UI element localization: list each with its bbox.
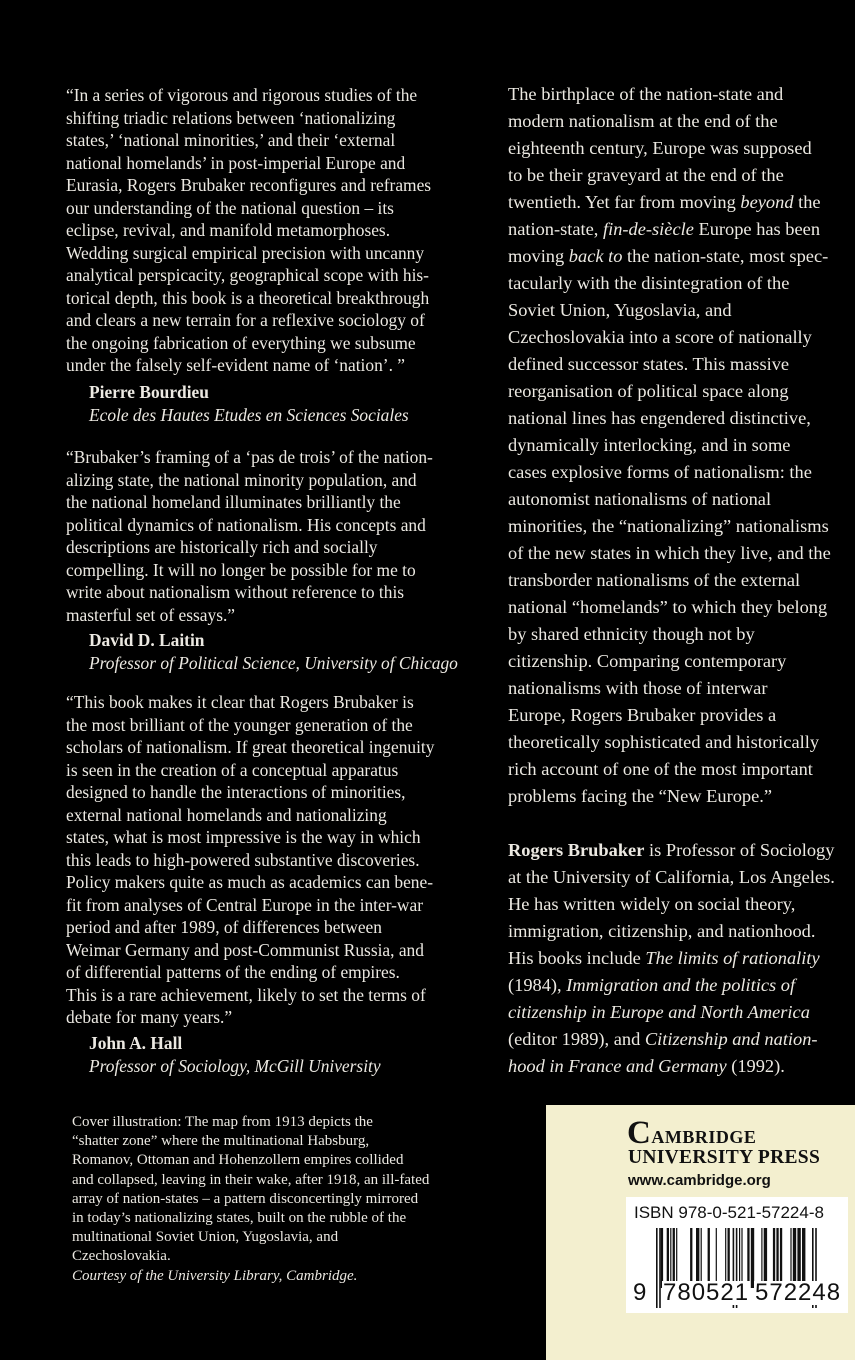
text-line: array of nation-states – a pattern disconcertingly mirrored (72, 1190, 419, 1207)
text-line: alizing state, the national minority population, and (66, 469, 417, 490)
endorsement-3-attribution (89, 1032, 381, 1077)
text-line: Wedding surgical empirical precision with uncanny (66, 242, 425, 263)
text-line: under the falsely self-evident name of ‘nation’. ” (66, 355, 405, 375)
text-line (508, 972, 835, 999)
text-line (508, 243, 831, 270)
text-line: problems facing the “New Europe.” (508, 786, 773, 806)
text-line: the national homeland illuminates brilliantly the (66, 492, 401, 512)
text-line: national homelands’ in post-imperial Europe and (66, 152, 406, 173)
endorser-affiliation: Professor of Sociology, McGill University (89, 1055, 381, 1076)
text-line: states, what is most impressive is the way in which (66, 827, 421, 847)
text-line: This is a rare achievement, likely to set the terms of (66, 984, 426, 1005)
text-line: Romanov, Ottoman and Hohenzollern empires collided (72, 1152, 404, 1169)
text-line (508, 1026, 835, 1053)
text-line: our understanding of the national question – its (66, 197, 394, 218)
text-segment: is Professor of Sociology (644, 840, 835, 860)
publisher-panel (546, 1105, 855, 1360)
text-line: at the University of California, Los Angeles. (508, 867, 835, 887)
text-line: eclipse, revival, and manifold metamorphoses. (66, 220, 391, 240)
text-line: multinational Soviet Union, Yugoslavia, and (72, 1229, 339, 1246)
text-line: eighteenth century, Europe was supposed (508, 138, 812, 158)
text-line: write about nationalism without reference to this (66, 582, 405, 602)
cover-illustration-note (72, 1113, 429, 1286)
text-line: “This book makes it clear that Rogers Brubaker is (66, 692, 414, 712)
book-description (508, 81, 831, 810)
text-line: tacularly with the disintegration of the (508, 273, 790, 293)
logo-initial: C (627, 1115, 652, 1151)
text-line: He has written widely on social theory, (508, 894, 796, 914)
barcode-digits-left: 780521 (663, 1279, 750, 1306)
text-line: political dynamics of nationalism. His concepts and (66, 514, 426, 535)
publisher-website: www.cambridge.org (628, 1172, 771, 1189)
text-line: citizenship. Comparing contemporary (508, 651, 787, 671)
text-line (508, 189, 831, 216)
italic-text: beyond (740, 192, 794, 212)
text-line: Soviet Union, Yugoslavia, and (508, 300, 732, 320)
text-line: and clears a new terrain for a reflexive sociology of (66, 310, 425, 330)
italic-text: The limits of rationality (645, 948, 820, 968)
text-line: this leads to high-powered substantive discoveries. (66, 849, 420, 870)
text-line: “In a series of vigorous and rigorous studies of the (66, 85, 418, 105)
text-line: descriptions are historically rich and socially (66, 537, 378, 557)
text-line (508, 216, 831, 243)
text-line: to be their graveyard at the end of the (508, 165, 784, 185)
text-line: is seen in the creation of a conceptual apparatus (66, 759, 399, 780)
barcode-digit-first: 9 (633, 1279, 648, 1306)
text-line: scholars of nationalism. If great theoretical ingenuity (66, 737, 435, 757)
italic-text: fin-de-siècle (603, 219, 694, 239)
text-line: nationalisms with those of interwar (508, 678, 768, 698)
barcode-digits-right: 572248 (755, 1279, 842, 1306)
text-segment: (editor 1989), and (508, 1029, 645, 1049)
text-line: theoretically sophisticated and historically (508, 732, 820, 752)
text-line: of differential patterns of the ending of empires. (66, 962, 400, 982)
text-line (508, 945, 835, 972)
barcode-bar (751, 1228, 754, 1288)
endorser-name: David D. Laitin (89, 630, 205, 650)
text-line (508, 999, 835, 1026)
text-line: designed to handle the interactions of minorities, (66, 782, 406, 802)
text-line: the most brilliant of the younger generation of the (66, 714, 413, 735)
text-line: analytical perspicacity, geographical scope with his- (66, 265, 429, 285)
text-segment: His books include (508, 948, 646, 968)
italic-text: back to (568, 246, 623, 266)
isbn-label: ISBN 978-0-521-57224-8 (634, 1203, 824, 1222)
italic-text: hood in France and Germany (508, 1056, 727, 1076)
endorser-name: John A. Hall (89, 1033, 183, 1053)
publisher-logo-university-press: UNIVERSITY PRESS (628, 1147, 821, 1168)
text-segment: Europe has been (693, 219, 821, 239)
text-line: Czechoslovakia into a score of nationally (508, 327, 812, 347)
text-line: compelling. It will no longer be possible for me to (66, 559, 416, 580)
italic-text: Citizenship and nation- (644, 1029, 818, 1049)
bold-text: Rogers Brubaker (508, 840, 645, 860)
text-line: modern nationalism at the end of the (508, 111, 778, 131)
text-line: Eurasia, Rogers Brubaker reconfigures and reframes (66, 175, 432, 195)
text-line: in today’s nationalizing states, built on the rubble of the (72, 1210, 407, 1227)
text-line: national “homelands” to which they belong (508, 597, 828, 617)
text-line: the ongoing fabrication of everything we subsume (66, 332, 416, 353)
text-line: masterful set of essays.” (66, 604, 236, 625)
text-line: “shatter zone” where the multinational Habsburg, (72, 1133, 370, 1150)
text-line: Weimar Germany and post-Communist Russia, and (66, 939, 424, 960)
text-line: Czechoslovakia. (72, 1248, 171, 1265)
italic-text: Courtesy of the University Library, Cambridge. (72, 1267, 358, 1284)
text-line: shifting triadic relations between ‘nationalizing (66, 107, 396, 128)
barcode-bar (656, 1228, 658, 1308)
text-line: torical depth, this book is a theoretical breakthrough (66, 287, 430, 308)
text-line: national lines has engendered distinctive, (508, 408, 811, 428)
text-line: Policy makers quite as much as academics can bene- (66, 872, 433, 892)
text-line: Cover illustration: The map from 1913 depicts the (72, 1114, 373, 1130)
logo-rest: ambridge (651, 1120, 757, 1149)
text-line: of the new states in which they live, and the (508, 543, 831, 563)
text-segment: twentieth. Yet far from moving (508, 192, 741, 212)
italic-text: Immigration and the politics of (566, 975, 796, 995)
text-segment: moving (508, 246, 569, 266)
text-line: period and after 1989, of differences between (66, 917, 382, 937)
endorsement-2-quote (66, 446, 433, 626)
text-line: states,’ ‘national minorities,’ and their ‘external (66, 130, 396, 150)
text-line: autonomist nationalisms of national (508, 489, 772, 509)
barcode-bar (659, 1228, 661, 1308)
text-line: fit from analyses of Central Europe in the inter-war (66, 894, 424, 915)
text-line: rich account of one of the most important (508, 759, 813, 779)
endorser-name: Pierre Bourdieu (89, 382, 209, 402)
author-bio (508, 837, 835, 1080)
text-line: minorities, the “nationalizing” nationalisms (508, 516, 829, 536)
text-line: dynamically interlocking, and in some (508, 435, 791, 455)
text-line: and collapsed, leaving in their wake, after 1918, an ill-fated (72, 1171, 430, 1188)
text-line: The birthplace of the nation-state and (508, 84, 784, 104)
italic-text: citizenship in Europe and North America (508, 1002, 810, 1022)
text-segment: the (793, 192, 821, 212)
text-line: “Brubaker’s framing of a ‘pas de trois’ of the nation- (66, 447, 433, 467)
endorser-affiliation: Ecole des Hautes Etudes en Sciences Sociales (89, 404, 409, 425)
text-line: reorganisation of political space along (508, 381, 789, 401)
text-segment: (1984), (508, 975, 567, 995)
text-line: external national homelands and nationalizing (66, 804, 387, 825)
endorsement-1-attribution (89, 381, 409, 426)
text-line: by shared ethnicity though not by (508, 624, 755, 644)
isbn-barcode (626, 1197, 848, 1313)
text-line: Europe, Rogers Brubaker provides a (508, 705, 777, 725)
endorser-affiliation: Professor of Political Science, University of Chicago (89, 652, 458, 673)
endorsement-3-quote (66, 691, 434, 1029)
endorsement-2-attribution (89, 629, 458, 674)
text-segment: the nation-state, most spec- (622, 246, 829, 266)
text-line (72, 1267, 429, 1286)
text-line: debate for many years.” (66, 1007, 233, 1027)
text-line: defined successor states. This massive (508, 354, 790, 374)
text-line: cases explosive forms of nationalism: the (508, 462, 812, 482)
text-segment: (1992). (726, 1056, 785, 1076)
text-line: transborder nationalisms of the external (508, 570, 801, 590)
text-line: immigration, citizenship, and nationhood. (508, 921, 816, 941)
text-segment: nation-state, (508, 219, 603, 239)
text-line (508, 1053, 835, 1080)
text-line (508, 837, 835, 864)
endorsement-1-quote (66, 84, 431, 377)
